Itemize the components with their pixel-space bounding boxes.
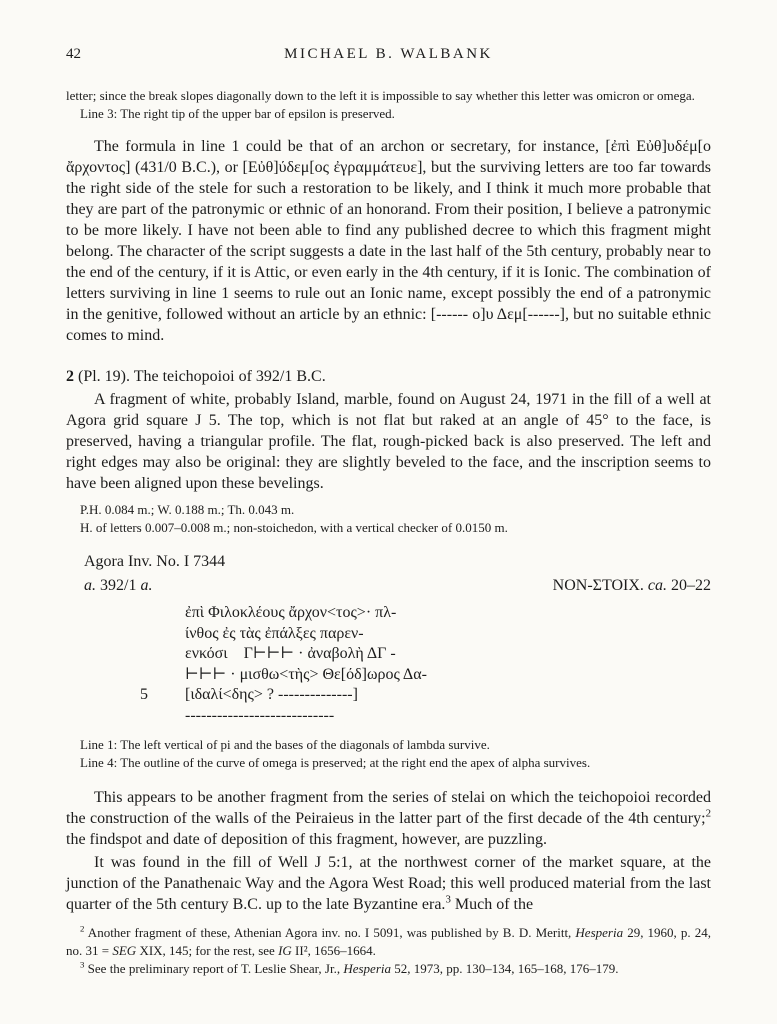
running-head: MICHAEL B. WALBANK <box>284 46 493 62</box>
line4-note: Line 4: The outline of the curve of omega is preserved; at the right end the apex of alpha survives. <box>80 755 591 770</box>
inscription-line <box>66 665 711 686</box>
page-number: 42 <box>66 46 81 62</box>
page-header <box>66 46 711 63</box>
epigraphic-notes <box>66 736 711 772</box>
stoichedon-note: ΝΟΝ-ΣΤΟΙΧ. ca. 20–22 <box>552 577 711 594</box>
paragraph-formula: The formula in line 1 could be that of an archon or secretary, for instance, [ἐπὶ Εὐθ]υδέμ[ο ἄρχοντος] (431/0 B.C.), or [Εὐθ]ύδεμ[ος ἐγραμμάτευε], but the surviving letters are too far towards the right side of the stele for such a restoration to be likely, and I think it much more probable that they are part of the patronymic or ethnic of an honorand. From their position, I believe a patronymic to be more likely. I have not been able to find any published decree to which this fragment might belong. The character of the script suggests a date in the last half of the 5th century, probably near to the end of the century, if it is Attic, or even early in the 4th century, if it is Ionic. The combination of letters surviving in line 1 seems to rule out an Ionic name, except possibly the end of a patronymic in the genitive, followed without an article by an ethnic: [------ ο]υ Δεμ[------], but no suitable ethnic comes to mind. <box>66 138 711 344</box>
measurements-block <box>66 501 711 537</box>
measurements-line: H. of letters 0.007–0.008 m.; non-stoichedon, with a vertical checker of 0.0150 m. <box>80 520 508 535</box>
section-number: 2 <box>66 368 74 385</box>
inscription-line <box>66 624 711 645</box>
carryover-text: letter; since the break slopes diagonally down to the left it is impossible to say whether this letter was omicron or omega. <box>66 88 695 103</box>
inscription-text: ίνθος ἐς τὰς ἐπάλξες παρεν- <box>185 624 364 642</box>
line-number: 5 <box>140 686 148 703</box>
footnote-2: $^2$ Another fragment of these, Athenian Agora inv. no. I 5091, was published by B. D. Meritt, Hesperia 29, 1960, p. 24, no. 31 = SEG XIX, 145; for the rest, see IG II², 1656–1664. <box>66 923 712 958</box>
paragraph-series: This appears to be another fragment from the series of stelai on which the teichopoioi recorded the construction of the walls of the Peiraieus in the latter part of the first decade of the 4th century;$^2$ the findspot and date of deposition of this fragment, however, are puzzling. <box>66 789 711 848</box>
inscription-line <box>66 603 711 624</box>
inventory-number: Agora Inv. No. I 7344 <box>84 553 226 570</box>
inscription-text: ⊢⊢⊢ · μισθω<τὴς> Θε[όδ]ωρος Δα- <box>185 665 427 683</box>
paragraph-findspot: It was found in the fill of Well J 5:1, at the northwest corner of the market square, at the junction of the Panathenaic Way and the Agora West Road; this well produced material from the last quarter of the 5th century B.C. up to the late Byzantine era.$^3$ Much of the <box>66 854 711 913</box>
line3-note: Line 3: The right tip of the upper bar of epsilon is preserved. <box>80 106 395 121</box>
inscription-block <box>66 603 711 726</box>
inscription-text: ἐπὶ Φιλοκλέους ἄρχον<τος>· πλ- <box>185 604 397 621</box>
inscription-line <box>66 685 711 706</box>
date-left: a. 392/1 a. <box>84 577 153 594</box>
inscription-line <box>66 644 711 665</box>
inscription-text: ενκόσι Γ⊢⊢⊢ · ἀναβολὴ ΔΓ - <box>185 645 396 662</box>
date-line <box>66 575 711 596</box>
footnotes-block <box>66 924 711 978</box>
paragraph-description: A fragment of white, probably Island, marble, found on August 24, 1971 in the fill of a well at Agora grid square J 5. The top, which is not flat but raked at an angle of 45° to the face, is preserved, having a triangular profile. The flat, rough-picked back is also preserved. The left and right edges may also be original: they are slightly beveled to the face, and the inscription seems to have been aligned upon these bevelings. <box>66 391 711 492</box>
line1-note: Line 1: The left vertical of pi and the bases of the diagonals of lambda survive. <box>80 737 490 752</box>
section-title: (Pl. 19). The teichopoioi of 392/1 B.C. <box>74 368 326 385</box>
section-heading <box>66 366 711 387</box>
measurements-line: P.H. 0.084 m.; W. 0.188 m.; Th. 0.043 m. <box>80 502 295 517</box>
inscription-text: [ιδαλί<δης> ? --------------] <box>185 686 358 703</box>
inscription-line <box>66 706 711 727</box>
footnote-3: $^3$ See the preliminary report of T. Leslie Shear, Jr., Hesperia 52, 1973, pp. 130–134, 165–168, 176–179. <box>80 959 619 976</box>
inscription-text: ---------------------------- <box>185 706 335 724</box>
